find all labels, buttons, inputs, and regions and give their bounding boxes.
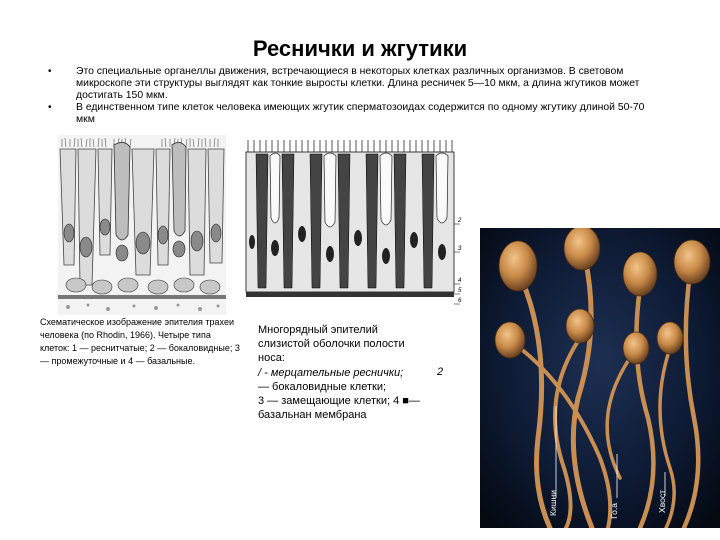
figure-label: 6 (458, 298, 462, 304)
bullet-text: Это специальные органеллы движения, встречающиеся в некоторых клетках различных организмов. В световом микроскопе эти структуры выглядят как тонкие выросты клетки. Длина ресничек 5—10 мкм, а длина жгутиков может достигать 150 мкм. (76, 66, 640, 101)
photo-label-head: Кишни (548, 490, 558, 516)
bullet-marker: • (48, 102, 52, 113)
caption-line: 3 — замещающие клетки; 4 ■— (258, 395, 420, 408)
photo-label-neck: Го.а (609, 503, 619, 519)
bullet-item (40, 102, 662, 126)
tracheal-epithelium-illustration (58, 135, 226, 315)
caption-line: носа: (258, 352, 285, 365)
figure-label: 5 (458, 288, 462, 294)
caption-line: Многорядный эпителий (258, 324, 378, 336)
bullet-item (40, 66, 662, 102)
bullet-marker: • (48, 66, 52, 77)
sperm-micrograph (480, 228, 720, 528)
photo-label-tail: Хвост (657, 490, 667, 513)
figure-label: 3 (458, 246, 462, 252)
bullet-text: В единственном типе клеток человека имеющих жгутик сперматозоидах содержится по одному жгутику длиной 50-70 мкм (76, 102, 645, 125)
middle-figure-caption (258, 323, 458, 422)
left-figure-caption: Схематическое изображение эпителия трахеи человека (по Rhodin, 1966). Четыре типа клеток: 1 — реснитчатые; 2 — бокаловидные; 3 — промежуточные и 4 — базальные. (40, 317, 240, 366)
nasal-epithelium-illustration (244, 138, 464, 313)
caption-line: базальнан мембрана (258, 409, 367, 422)
bullet-list (40, 66, 662, 126)
caption-line: слизистой оболочки полости (258, 338, 405, 351)
caption-line: / - мерцательные реснички; (258, 366, 404, 379)
slide-title: Реснички и жгутики (252, 36, 468, 61)
caption-number: 2 (437, 366, 444, 378)
figure-label: 2 (458, 218, 462, 224)
figure-label: 4 (458, 278, 462, 284)
caption-line: — бокаловидные клетки; (258, 380, 387, 393)
